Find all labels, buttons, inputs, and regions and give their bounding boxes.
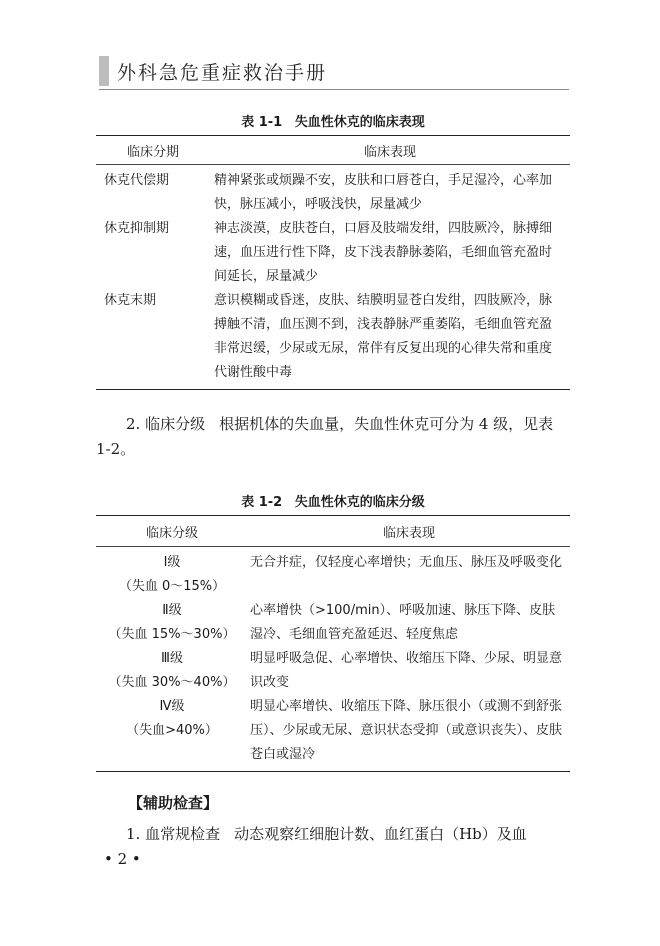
table2-desc: 明显心率增快、收缩压下降、脉压很小（或测不到舒张压）、少尿或无尿、意识状态受抑（或意识丧失）、皮肤苍白或湿冷 [250, 699, 563, 762]
table2-grade: Ⅱ级 [162, 603, 182, 618]
table2-loss: （失血 15%～30%） [108, 627, 236, 642]
table1 [96, 135, 570, 390]
table1-header-row [96, 136, 570, 165]
paragraph-clinical-grading [96, 412, 570, 462]
table-row [96, 217, 570, 289]
table2-desc: 心率增快（>100/min）、呼吸加速、脉压下降、皮肤湿冷、毛细血管充盈延迟、轻度焦虑 [250, 603, 556, 642]
running-header-title: 外科急危重症救治手册 [117, 62, 328, 84]
table2-col-grade: 临床分级 [96, 516, 248, 547]
table1-number: 表 1-1 [241, 115, 283, 130]
table-row [96, 599, 570, 647]
table2-grade-cell [96, 547, 248, 600]
table2-grade-cell [96, 599, 248, 647]
header-rule [99, 89, 569, 90]
table2-grade: Ⅲ级 [161, 651, 183, 666]
table2-grade-cell [96, 647, 248, 695]
table-row [96, 547, 570, 600]
table-row [96, 289, 570, 390]
table1-stage: 休克末期 [104, 293, 157, 308]
table1-desc: 意识模糊或昏迷，皮肤、结膜明显苍白发绀，四肢厥冷，脉搏触不清，血压测不到，浅表静脉严重萎陷，毛细血管充盈非常迟缓，少尿或无尿，常伴有反复出现的心律失常和重度代谢性酸中毒 [214, 293, 553, 380]
paragraph-lead: 1. 血常规检查 [126, 825, 221, 843]
table2-desc: 无合并症，仅轻度心率增快；无血压、脉压及呼吸变化 [250, 555, 563, 570]
table2-grade: Ⅰ级 [163, 555, 181, 570]
table2 [96, 515, 570, 772]
table1-col-stage: 临床分期 [96, 136, 210, 165]
paragraph-blood-routine [96, 822, 570, 847]
table2-col-desc: 临床表现 [248, 516, 570, 547]
table1-caption [96, 111, 570, 130]
table1-desc: 神志淡漠，皮肤苍白，口唇及肢端发绀，四肢厥冷，脉搏细速，血压进行性下降，皮下浅表静脉萎陷，毛细血管充盈时间延长，尿量减少 [214, 221, 553, 284]
table-row [96, 165, 570, 218]
table1-col-desc: 临床表现 [210, 136, 570, 165]
table2-caption [96, 491, 570, 510]
table2-header-row [96, 516, 570, 547]
table1-stage: 休克代偿期 [104, 173, 170, 188]
table1-desc: 精神紧张或烦躁不安，皮肤和口唇苍白，手足湿冷，心率加快，脉压减小，呼吸浅快，尿量减少 [214, 173, 553, 212]
section-heading: 【辅助检查】 [128, 794, 219, 812]
table-row [96, 647, 570, 695]
paragraph-text: 根据机体的失血量，失血性休克可分为 4 级，见表 1-2。 [96, 415, 554, 458]
table2-loss: （失血 0～15%） [118, 579, 226, 594]
table2-grade-cell [96, 695, 248, 772]
table1-title: 失血性休克的临床表现 [294, 115, 425, 130]
header-decoration-bar [99, 56, 109, 86]
paragraph-lead: 2. 临床分级 [126, 415, 206, 433]
page-number: • 2 • [104, 850, 141, 868]
table2-grade: Ⅳ级 [159, 699, 185, 714]
table2-number: 表 1-2 [241, 495, 283, 510]
table2-loss: （失血 30%～40%） [108, 675, 236, 690]
table2-desc: 明显呼吸急促、心率增快、收缩压下降、少尿、明显意识改变 [250, 651, 563, 690]
table2-title: 失血性休克的临床分级 [294, 495, 425, 510]
paragraph-text: 动态观察红细胞计数、血红蛋白（Hb）及血 [234, 825, 527, 843]
table-row [96, 695, 570, 772]
table2-loss: （失血>40%） [126, 723, 218, 738]
table1-stage: 休克抑制期 [104, 221, 170, 236]
